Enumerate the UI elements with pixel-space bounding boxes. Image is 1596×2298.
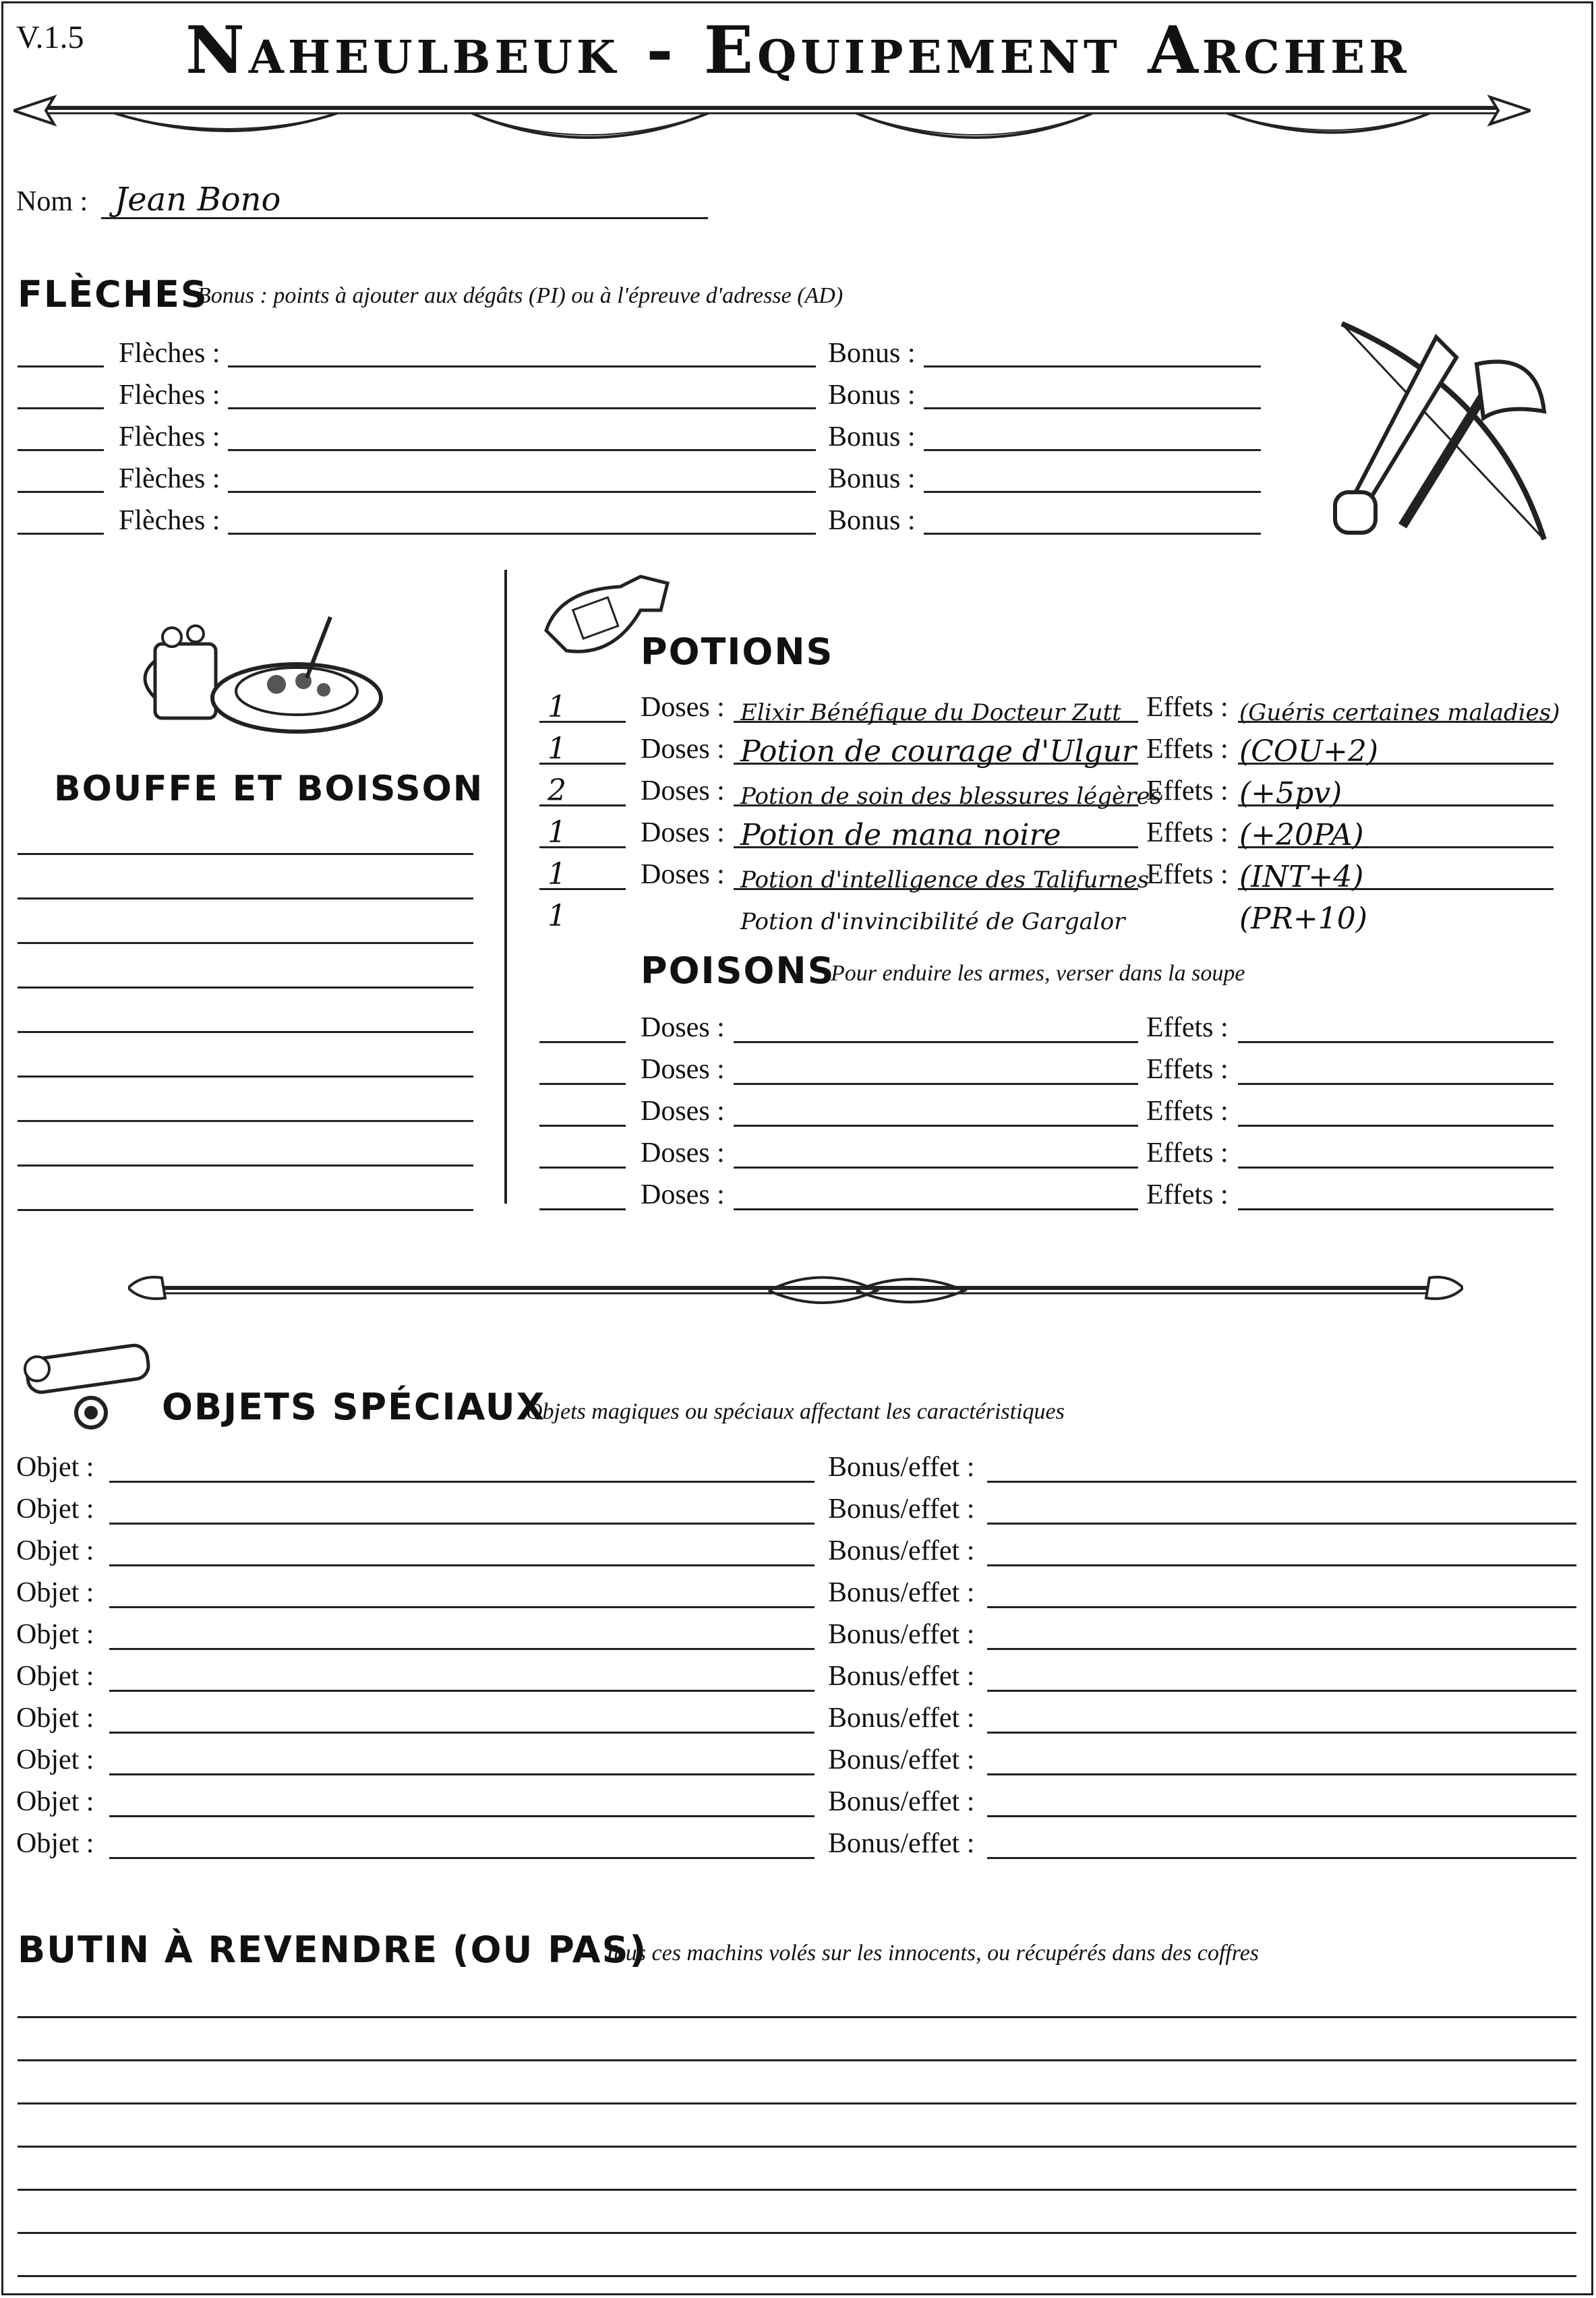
objet-label: Objet : [16, 1494, 94, 1525]
poison-doses-label: Doses : [641, 1179, 725, 1210]
objet-bonus-line[interactable] [987, 1732, 1576, 1734]
bouffe-line[interactable] [18, 942, 473, 944]
bow-sword-axe-icon [1322, 310, 1578, 553]
poison-effect-line[interactable] [1238, 1208, 1554, 1210]
food-tankard-icon [135, 603, 384, 738]
objet-bonus-label: Bonus/effet : [828, 1577, 975, 1608]
potion-qty[interactable]: 1 [548, 899, 566, 933]
butin-line[interactable] [18, 2059, 1576, 2061]
butin-line[interactable] [18, 2275, 1576, 2277]
poison-effets-label: Effets : [1146, 1012, 1229, 1043]
objet-bonus-label: Bonus/effet : [828, 1619, 975, 1650]
butin-line[interactable] [18, 2146, 1576, 2148]
objet-label: Objet : [16, 1619, 94, 1650]
name-line [101, 217, 708, 219]
butin-title: BUTIN À REVENDRE (OU PAS) [18, 1928, 648, 1971]
bouffe-title: BOUFFE ET BOISSON [54, 769, 484, 809]
bouffe-line[interactable] [18, 1031, 473, 1033]
fleches-qty-line[interactable] [18, 365, 104, 367]
butin-line[interactable] [18, 2189, 1576, 2191]
version-label: V.1.5 [16, 20, 84, 55]
fleches-type-line[interactable] [228, 533, 816, 535]
fleches-qty-line[interactable] [18, 491, 104, 493]
fleches-bonus-line[interactable] [924, 365, 1261, 367]
butin-subtitle: Tous ces machins volés sur les innocents, ou récupérés dans des coffres [603, 1941, 1260, 1966]
poison-effect-line[interactable] [1238, 1125, 1554, 1127]
potion-effets-label: Effets : [1146, 859, 1229, 890]
potion-effect[interactable]: (Guéris certaines maladies) [1239, 699, 1560, 726]
potion-effect[interactable]: (INT+4) [1239, 860, 1364, 894]
potion-qty[interactable]: 1 [548, 732, 566, 766]
objets-subtitle: Objets magiques ou spéciaux affectant les caractéristiques [526, 1399, 1065, 1424]
butin-line[interactable] [18, 2232, 1576, 2234]
poison-name-line[interactable] [734, 1208, 1138, 1210]
objet-line[interactable] [109, 1857, 815, 1859]
objet-bonus-label: Bonus/effet : [828, 1828, 975, 1859]
objet-label: Objet : [16, 1452, 94, 1483]
potion-effets-label: Effets : [1146, 734, 1229, 765]
objet-line[interactable] [109, 1606, 815, 1608]
objet-bonus-label: Bonus/effet : [828, 1661, 975, 1692]
bouffe-line[interactable] [18, 897, 473, 900]
fleches-type-line[interactable] [228, 365, 816, 367]
potion-qty[interactable]: 1 [548, 815, 566, 850]
objet-bonus-line[interactable] [987, 1648, 1576, 1650]
fleches-qty-line[interactable] [18, 449, 104, 451]
objet-bonus-label: Bonus/effet : [828, 1535, 975, 1566]
potion-name[interactable]: Potion de soin des blessures légères [740, 783, 1162, 810]
potion-effect[interactable]: (PR+10) [1239, 902, 1367, 936]
potion-qty-line[interactable] [539, 763, 626, 765]
page-title: Naheulbeuk - Equipement Archer [185, 12, 1411, 88]
poison-effets-label: Effets : [1146, 1054, 1229, 1085]
fleches-label: Flèches : [119, 380, 220, 411]
objet-bonus-line[interactable] [987, 1481, 1576, 1483]
objet-line[interactable] [109, 1648, 815, 1650]
potion-qty-line[interactable] [539, 888, 626, 890]
fleches-type-line[interactable] [228, 407, 816, 409]
potion-doses-label: Doses : [641, 775, 725, 806]
fleches-label: Flèches : [119, 421, 220, 452]
fleches-bonus-label: Bonus : [828, 463, 916, 494]
objet-line[interactable] [109, 1773, 815, 1775]
objet-bonus-line[interactable] [987, 1815, 1576, 1817]
potion-qty[interactable]: 1 [548, 690, 566, 724]
fleches-bonus-label: Bonus : [828, 421, 916, 452]
poison-qty-line[interactable] [539, 1208, 626, 1210]
fleches-label: Flèches : [119, 338, 220, 369]
poison-effets-label: Effets : [1146, 1138, 1229, 1169]
bouffe-line[interactable] [18, 1076, 473, 1078]
fleches-bonus-label: Bonus : [828, 338, 916, 369]
fleches-type-line[interactable] [228, 449, 816, 451]
objet-label: Objet : [16, 1744, 94, 1775]
column-divider [504, 570, 507, 1204]
potion-qty[interactable]: 1 [548, 857, 566, 891]
potion-qty-line[interactable] [539, 721, 626, 723]
fleches-label: Flèches : [119, 505, 220, 536]
potion-effect[interactable]: (+5pv) [1239, 776, 1342, 811]
poison-effets-label: Effets : [1146, 1179, 1229, 1210]
fleches-type-line[interactable] [228, 491, 816, 493]
potion-effect[interactable]: (+20PA) [1239, 818, 1364, 852]
potion-name[interactable]: Potion d'intelligence des Talifurnes [740, 866, 1150, 893]
bouffe-line[interactable] [18, 1165, 473, 1167]
potion-doses-label: Doses : [641, 817, 725, 848]
poison-effets-label: Effets : [1146, 1096, 1229, 1127]
poison-doses-label: Doses : [641, 1054, 725, 1085]
potion-qty[interactable]: 2 [548, 773, 566, 808]
poison-name-line[interactable] [734, 1125, 1138, 1127]
potion-name[interactable]: Potion d'invincibilité de Gargalor [740, 908, 1125, 935]
poisons-subtitle: Pour enduire les armes, verser dans la soupe [831, 961, 1245, 986]
poison-name-line[interactable] [734, 1167, 1138, 1169]
potion-doses-label: Doses : [641, 692, 725, 723]
objet-line[interactable] [109, 1732, 815, 1734]
poison-effect-line[interactable] [1238, 1167, 1554, 1169]
objet-line[interactable] [109, 1481, 815, 1483]
poison-qty-line[interactable] [539, 1041, 626, 1043]
objet-line[interactable] [109, 1815, 815, 1817]
fleches-bonus-label: Bonus : [828, 505, 916, 536]
potions-title: POTIONS [641, 630, 834, 673]
fleches-qty-line[interactable] [18, 533, 104, 535]
fleches-bonus-line[interactable] [924, 491, 1261, 493]
poison-effect-line[interactable] [1238, 1083, 1554, 1085]
fleches-label: Flèches : [119, 463, 220, 494]
objet-line[interactable] [109, 1564, 815, 1566]
potion-qty-line[interactable] [539, 846, 626, 848]
fleches-subtitle: Bonus : points à ajouter aux dégâts (PI) ou à l'épreuve d'adresse (AD) [197, 283, 844, 308]
fleches-qty-line[interactable] [18, 407, 104, 409]
bouffe-line[interactable] [18, 986, 473, 989]
objet-label: Objet : [16, 1828, 94, 1859]
objet-label: Objet : [16, 1703, 94, 1734]
poisons-title: POISONS [641, 949, 835, 992]
poison-effect-line[interactable] [1238, 1041, 1554, 1043]
potion-effets-label: Effets : [1146, 817, 1229, 848]
objets-title: OBJETS SPÉCIAUX [162, 1386, 546, 1428]
potion-effect[interactable]: (COU+2) [1239, 734, 1379, 769]
fleches-bonus-line[interactable] [924, 449, 1261, 451]
potion-name[interactable]: Elixir Bénéfique du Docteur Zutt [740, 699, 1121, 726]
poison-doses-label: Doses : [641, 1138, 725, 1169]
potion-qty-line[interactable] [539, 804, 626, 806]
objet-label: Objet : [16, 1535, 94, 1566]
potion-name[interactable]: Potion de mana noire [740, 818, 1061, 852]
potion-effets-label: Effets : [1146, 775, 1229, 806]
bouffe-line[interactable] [18, 1209, 473, 1211]
objet-line[interactable] [109, 1523, 815, 1525]
poison-qty-line[interactable] [539, 1167, 626, 1169]
objet-bonus-label: Bonus/effet : [828, 1744, 975, 1775]
objet-bonus-line[interactable] [987, 1690, 1576, 1692]
poison-name-line[interactable] [734, 1041, 1138, 1043]
objet-bonus-line[interactable] [987, 1606, 1576, 1608]
poison-doses-label: Doses : [641, 1096, 725, 1127]
name-value[interactable]: Jean Bono [115, 181, 281, 218]
staff-divider-icon [128, 1261, 1463, 1315]
poison-qty-line[interactable] [539, 1083, 626, 1085]
objet-line[interactable] [109, 1690, 815, 1692]
potion-effets-label: Effets : [1146, 692, 1229, 723]
bouffe-line[interactable] [18, 1120, 473, 1122]
butin-line[interactable] [18, 2102, 1576, 2104]
objet-bonus-line[interactable] [987, 1564, 1576, 1566]
objet-bonus-label: Bonus/effet : [828, 1452, 975, 1483]
objet-bonus-line[interactable] [987, 1523, 1576, 1525]
objet-bonus-line[interactable] [987, 1857, 1576, 1859]
potion-doses-label: Doses : [641, 859, 725, 890]
potion-name[interactable]: Potion de courage d'Ulgur [740, 734, 1136, 769]
bouffe-line[interactable] [18, 853, 473, 855]
potion-doses-label: Doses : [641, 734, 725, 765]
objet-label: Objet : [16, 1661, 94, 1692]
poison-doses-label: Doses : [641, 1012, 725, 1043]
fleches-bonus-line[interactable] [924, 533, 1261, 535]
scroll-ring-icon [13, 1338, 169, 1433]
objet-label: Objet : [16, 1577, 94, 1608]
poison-name-line[interactable] [734, 1083, 1138, 1085]
fleches-bonus-label: Bonus : [828, 380, 916, 411]
objet-bonus-label: Bonus/effet : [828, 1494, 975, 1525]
name-label: Nom : [16, 186, 88, 217]
objet-bonus-label: Bonus/effet : [828, 1703, 975, 1734]
arrow-divider-icon [13, 88, 1531, 148]
fleches-bonus-line[interactable] [924, 407, 1261, 409]
objet-bonus-label: Bonus/effet : [828, 1786, 975, 1817]
poison-qty-line[interactable] [539, 1125, 626, 1127]
objet-bonus-line[interactable] [987, 1773, 1576, 1775]
butin-line[interactable] [18, 2016, 1576, 2018]
objet-label: Objet : [16, 1786, 94, 1817]
fleches-title: FLÈCHES [18, 273, 208, 316]
